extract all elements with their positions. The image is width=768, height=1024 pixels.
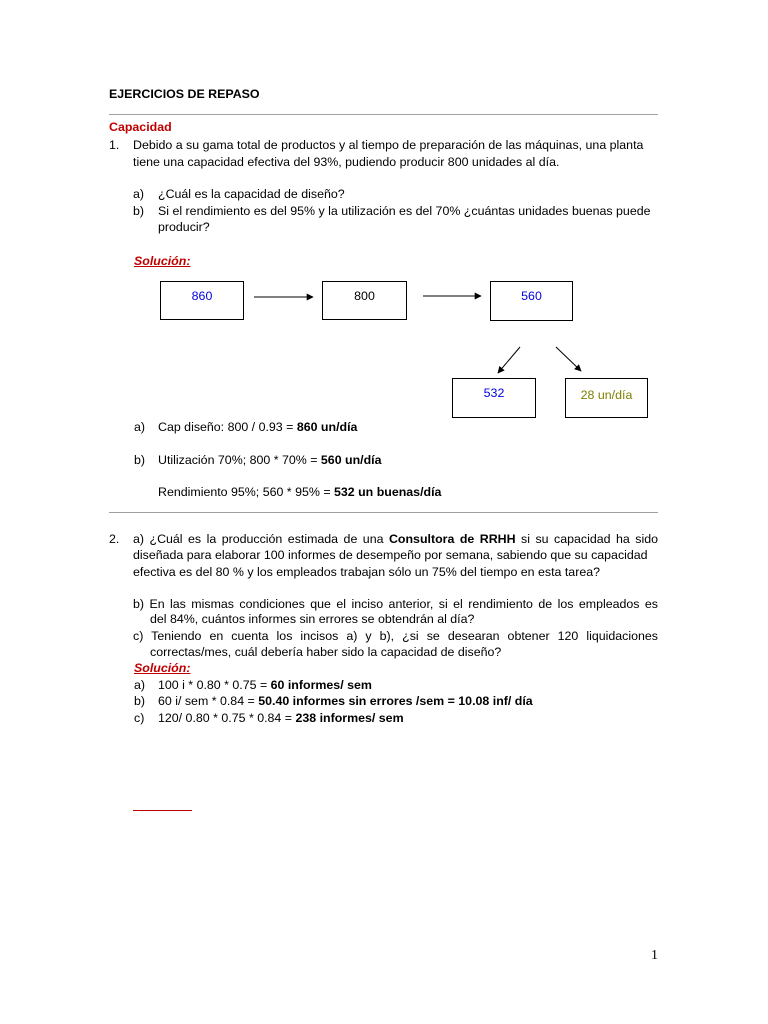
divider-middle (109, 512, 658, 513)
arrow-down-left (498, 347, 520, 373)
section-title: Capacidad (109, 120, 172, 134)
diagram-box-design-capacity-value: 860 (191, 289, 213, 303)
ex1-solution-b2-text: Rendimiento 95%; 560 * 95% = (158, 485, 334, 499)
ex2-solution-a (158, 677, 372, 694)
ex2-solution-b-result: 50.40 informes sin errores /sem = 10.08 inf/ día (258, 694, 533, 708)
diagram-box-good-units-value: 532 (483, 386, 505, 400)
ex1-solution-b (158, 452, 382, 469)
ex2-question-a-line1 (133, 531, 658, 548)
ex1-solution-b-text: Utilización 70%; 800 * 70% = (158, 453, 321, 467)
ex2-solution-c-text: 120/ 0.80 * 0.75 * 0.84 = (158, 711, 296, 725)
ex2-question-b-line1: b) En las mismas condiciones que el inciso anterior, si el rendimiento de los empleados es (133, 597, 658, 611)
ex2-solution-b-label: b) (134, 694, 146, 708)
ex2-solution-a-text: 100 i * 0.80 * 0.75 = (158, 678, 271, 692)
page-number: 1 (651, 948, 658, 963)
ex1-statement-line2: tiene una capacidad efectiva del 93%, pudiendo producir 800 unidades al día. (133, 155, 560, 169)
ex2-solution-c (158, 710, 404, 727)
ex1-question-a-text: ¿Cuál es la capacidad de diseño? (158, 187, 345, 201)
ex2-question-b-line2: del 84%, cuántos informes sin errores se obtendrán al día? (150, 612, 475, 626)
ex2-question-a-suffix: si su capacidad ha sido (515, 532, 658, 546)
ex1-solution-b2 (158, 484, 441, 501)
ex1-question-b-line2: producir? (158, 220, 210, 234)
ex2-solution-c-label: c) (134, 711, 145, 725)
ex2-question-a-prefix: a) ¿Cuál es la producción estimada de una (133, 532, 389, 546)
ex1-number: 1. (109, 138, 120, 152)
ex1-statement-line1: Debido a su gama total de productos y al tiempo de preparación de las máquinas, una planta (133, 138, 644, 152)
ex1-solution-b2-result: 532 un buenas/día (334, 485, 442, 499)
ex2-question-a-line2: diseñada para elaborar 100 informes de desempeño por semana, sabiendo que su capacidad (133, 548, 648, 562)
ex2-question-c-line2: correctas/mes, cuál debería haber sido la capacidad de diseño? (150, 645, 502, 659)
ex1-solution-b-label: b) (134, 453, 146, 467)
ex1-solution-b-result: 560 un/día (320, 453, 382, 467)
ex2-solution-a-label: a) (134, 678, 146, 692)
ex1-question-b-line1: Si el rendimiento es del 95% y la utilización es del 70% ¿cuántas unidades buenas puede (158, 204, 651, 218)
diagram-box-effective-capacity-value: 800 (354, 289, 375, 303)
ex1-solution-a-result: 860 un/día (296, 420, 358, 434)
ex2-solution-label: Solución: (134, 661, 191, 675)
ex1-question-a-label: a) (133, 187, 145, 201)
ex1-solution-a (158, 419, 357, 436)
ex1-solution-a-text: Cap diseño: 800 / 0.93 = (158, 420, 297, 434)
ex2-solution-a-result: 60 informes/ sem (270, 678, 372, 692)
diagram-box-defective-units-value: 28 un/día (580, 388, 633, 402)
ex1-solution-label: Solución: (134, 254, 191, 268)
red-underline-mark (133, 810, 192, 811)
ex1-question-b-label: b) (133, 204, 145, 218)
ex2-solution-b (158, 693, 533, 710)
ex2-solution-c-result: 238 informes/ sem (295, 711, 404, 725)
ex2-question-c-line1: c) Teniendo en cuenta los incisos a) y b), ¿si se desearan obtener 120 liquidaciones (133, 629, 658, 643)
ex1-solution-a-label: a) (134, 420, 146, 434)
ex2-question-a-company: Consultora de RRHH (388, 532, 516, 546)
ex2-question-a-line3: efectiva es del 80 % y los empleados trabajan sólo un 75% del tiempo en esta tarea? (133, 565, 601, 579)
arrow-down-right (556, 347, 581, 371)
diagram-box-utilization-value: 560 (521, 289, 542, 303)
page-title: EJERCICIOS DE REPASO (109, 87, 260, 101)
ex2-solution-b-text: 60 i/ sem * 0.84 = (158, 694, 259, 708)
ex2-number: 2. (109, 532, 120, 546)
